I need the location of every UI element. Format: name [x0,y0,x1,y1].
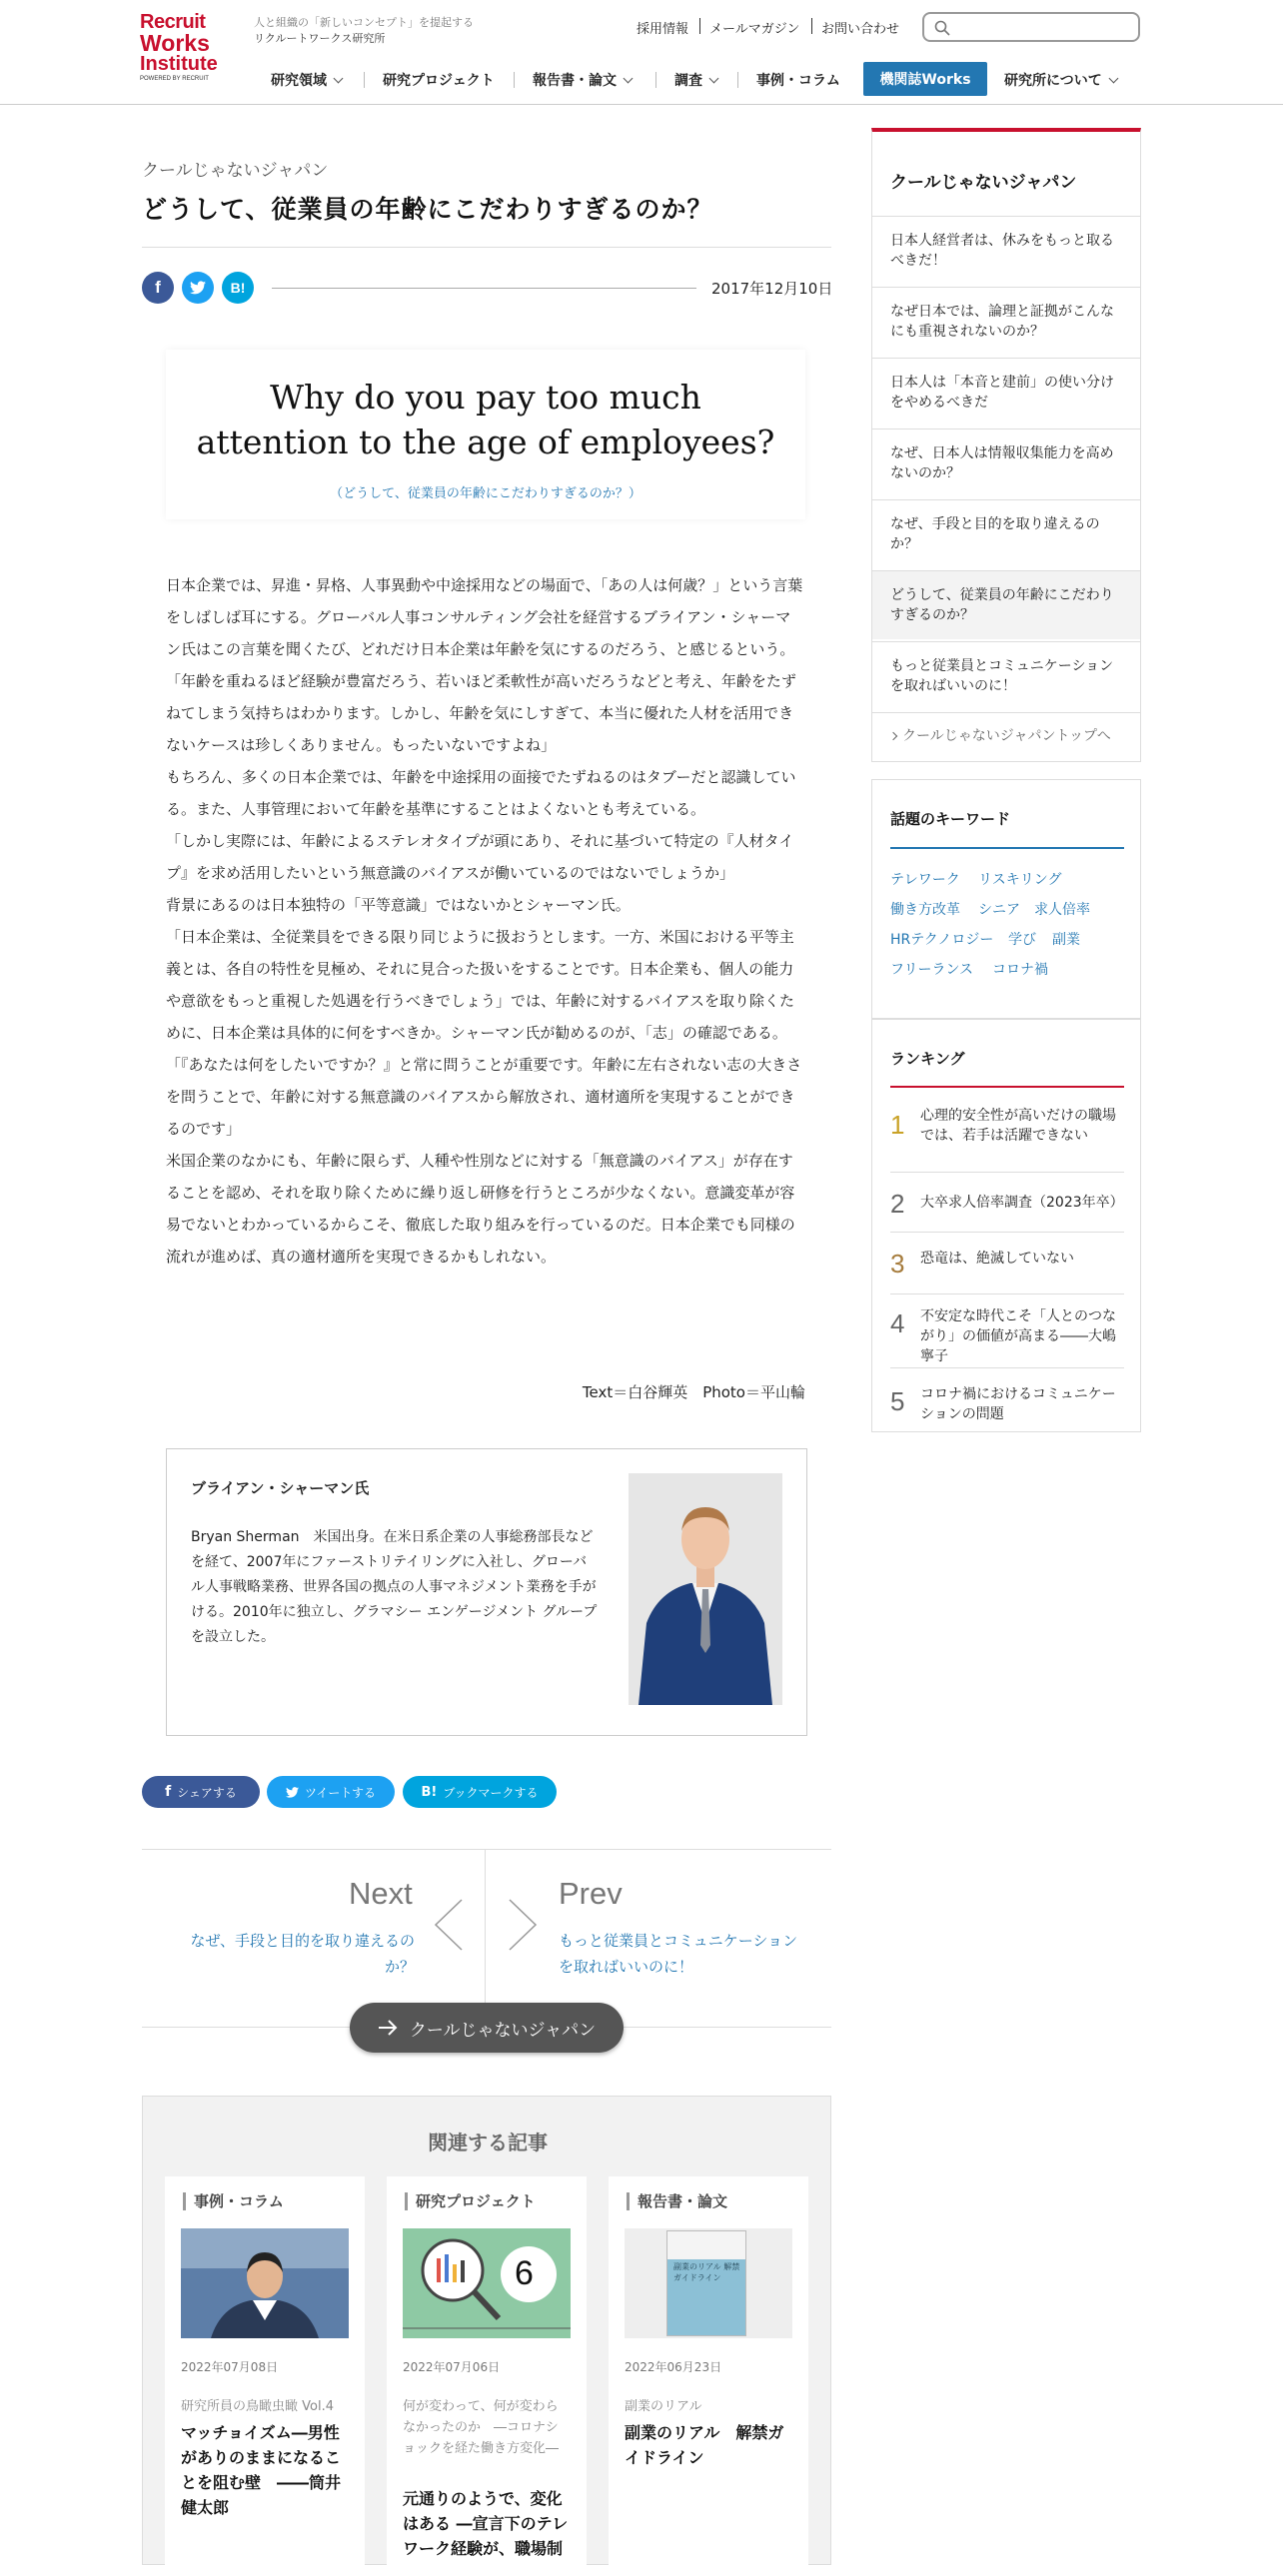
keyword-link[interactable]: コロナ禍 [992,962,1048,978]
card-subtitle: 何が変わって、何が変わらなかったのか ―コロナショックを経た働き方変化― [403,2399,560,2456]
chevron-down-icon [624,73,634,83]
card-image [403,2228,571,2338]
sidebar-series-title: クールじゃないジャパン [890,173,1077,193]
nav-reports[interactable]: 報告書・論文 [533,70,632,90]
keyword-link[interactable]: HRテクノロジー [890,932,994,948]
sidebar-series-item[interactable]: 日本人は「本音と建前」の使い分けをやめるべきだ [872,358,1140,427]
card-category: 報告書・論文 [627,2192,727,2210]
body-paragraph: 日本企業では、昇進・昇格、人事異動や中途採用などの場面で、「あの人は何歳？」という言葉をしばしば耳にする。グローバル人事コンサルティング会社を経営するブライアン・シャーマン氏はこの言葉を聞くたび、どれだけ日本企業は年齢を気にするのだろう、と感じるという。 [166,576,803,658]
card-category: 事例・コラム [183,2192,284,2210]
title-divider [142,247,831,248]
keyword-link[interactable]: 求人倍率 [1034,902,1090,918]
article-credit: Text＝白谷輝英 Photo＝平山輪 [582,1383,805,1401]
facebook-share-icon[interactable]: f [142,272,174,304]
rank-number: 2 [890,1189,905,1219]
nav-about[interactable]: 研究所について [1004,70,1117,90]
profile-name: ブライアン・シャーマン氏 [191,1479,370,1497]
body-paragraph: 背景にあるのは日本独特の「平等意識」ではないかとシャーマン氏。 [166,896,631,914]
ranking-item[interactable] [890,1293,1124,1367]
card-date: 2022年06月23日 [625,2360,722,2374]
card-subtitle: 研究所員の鳥瞰虫瞰 Vol.4 [181,2399,334,2414]
keyword-link[interactable]: リスキリング [978,872,1062,888]
util-link-recruit[interactable]: 採用情報 [637,22,689,37]
body-paragraph: 「しかし実際には、年齢によるステレオタイプが頭にあり、それに基づいて特定の『人材タイプ』を求め活用したいという無意識のバイアスが働いているのではないでしょうか」 [166,832,794,882]
keywords-title: 話題のキーワード [890,810,1011,828]
body-paragraph: 「『あなたは何をしたいですか？』と常に問うことが重要です。年齢に左右されない志の大きさを問うことで、年齢に対する無意識のバイアスから解放され、適材適所を実現することができるのです」 [166,1056,802,1138]
card-date: 2022年07月06日 [403,2360,501,2374]
keyword-link[interactable]: フリーランス [890,962,974,978]
publish-date: 2017年12月10日 [711,280,833,298]
ranking-item[interactable] [890,1172,1124,1232]
keyword-link[interactable]: シニア [978,902,1020,918]
util-link-mailmagazine[interactable]: メールマガジン [709,22,800,37]
nav-works-magazine[interactable]: 機関誌Works [863,62,987,96]
card-title: 元通りのようで、変化はある ―宣言下のテレワーク経験が、職場制 [403,2489,569,2558]
site-tagline: 人と組織の「新しいコンセプト」を提起する [254,16,474,29]
chevron-down-icon [709,73,719,83]
arrow-right-icon [378,2020,398,2036]
twitter-bird-icon [190,281,206,295]
next-label: Next [349,1876,413,1911]
book-cover: 副業のリアル 解禁ガイドライン [666,2230,746,2336]
rank-title: 恐竜は、絶滅していない [920,1251,1074,1267]
sidebar-series-item[interactable]: もっと従業員とコミュニケーションを取ればいいのに！ [872,641,1140,710]
rank-title: コロナ禍におけるコミュニケーションの問題 [920,1386,1116,1422]
nav-research-project[interactable]: 研究プロジェクト [383,73,495,89]
nav-survey[interactable]: 調査 [674,70,717,90]
rank-title: 大卒求人倍率調査（2023年卒） [920,1195,1124,1211]
search-input[interactable] [922,12,1140,42]
rank-number: 5 [890,1386,905,1416]
profile-box [166,1448,807,1736]
date-divider [272,288,696,289]
site-logo[interactable]: Recruit Works Institute POWERED BY RECRUIT [140,11,218,82]
profile-text: Bryan Sherman 米国出身。在米日系企業の人事総務部長などを経て、2007年にファーストリテイリングに入社し、グローバル人事戦略業務、世界各国の拠点の人事マネジメント業務を手がける。2010年に独立し、グラマシー エンゲージメント グループを設立した。 [191,1529,598,1645]
rank-number: 1 [890,1110,905,1140]
article-title: どうして、従業員の年齢にこだわりすぎるのか？ [142,195,713,224]
twitter-icon [286,1787,299,1798]
card-image [181,2228,349,2338]
related-card[interactable] [387,2176,587,2576]
ranking-item[interactable] [890,1367,1124,1431]
card-title: マッチョイズム―男性がありのままになることを阻む壁 ――筒井健太郎 [181,2423,342,2517]
card-subtitle: 副業のリアル [625,2399,702,2414]
facebook-share-button[interactable]: f シェアする [142,1776,260,1808]
related-card[interactable] [609,2176,808,2576]
sidebar-series [871,128,1141,762]
card-image-number: 6 [515,2254,534,2292]
series-back-button[interactable]: クールじゃないジャパン [350,2003,624,2053]
article-category: クールじゃないジャパン [142,161,329,181]
twitter-share-button[interactable]: ツイートする [267,1776,395,1808]
prev-article-link[interactable]: もっと従業員とコミュニケーションを取ればいいのに！ [559,1932,798,1976]
related-articles [142,2096,831,2565]
pager-divider [485,1850,486,2026]
org-name: リクルートワークス研究所 [254,32,386,45]
chevron-right-icon [889,732,897,740]
person-photo-icon [181,2228,349,2338]
article-body [166,569,805,1273]
related-card[interactable] [165,2176,365,2576]
next-article-link[interactable]: なぜ、手段と目的を取り違えるのか？ [190,1932,415,1976]
chevron-down-icon [334,73,344,83]
sidebar-series-item[interactable]: なぜ日本では、論理と証拠がこんなにも重視されないのか？ [872,287,1140,356]
pager-divider [142,1849,831,1850]
sidebar-series-item[interactable]: なぜ、手段と目的を取り違えるのか？ [872,499,1140,568]
util-link-contact[interactable]: お問い合わせ [821,22,900,37]
english-title-translation: （どうして、従業員の年齢にこだわりすぎるのか？） [330,486,642,501]
util-divider [699,18,700,34]
nav-divider [655,72,656,88]
twitter-share-icon[interactable] [182,272,214,304]
card-title: 副業のリアル 解禁ガイドライン [625,2423,784,2467]
facebook-icon: f [165,1784,172,1800]
card-category: 研究プロジェクト [405,2192,536,2210]
body-paragraph: もちろん、多くの日本企業では、年齢を中途採用の面接でたずねるのはタブーだと認識している。また、人事管理において年齢を基準にすることはよくないとも考えている。 [166,768,796,818]
util-divider [811,18,812,34]
hatena-share-button[interactable]: B! ブックマークする [403,1776,557,1808]
search-icon [934,20,950,36]
body-paragraph: 「日本企業は、全従業員をできる限り同じように扱おうとします。一方、米国における平等主義とは、各自の特性を見極め、それに見合った扱いをすることです。日本企業も、個人の能力や意欲をもっと重視した処遇を行うべきでしょう」では、年齢に対するバイアスを取り除くために、日本企業は具体的に何をすべきか。シャーマン氏が勧めるのが、「志」の確認である。 [166,928,794,1042]
sidebar-ranking [871,1019,1141,1432]
body-paragraph: 「年齢を重ねるほど経験が豊富だろう、若いほど柔軟性が高いだろうなどと考え、年齢をたずねてしまう気持ちはわかります。しかし、年齢を気にしすぎて、本当に優れた人材を活用できないケースは珍しくありません。もったいないですよね」 [166,672,796,754]
related-title: 関連する記事 [428,2131,548,2154]
nav-research-area[interactable]: 研究領域 [271,70,342,90]
sidebar-series-top-link[interactable]: クールじゃないジャパントップへ [872,712,1140,757]
ranking-item[interactable] [890,1088,1124,1172]
sidebar-series-item[interactable]: なぜ、日本人は情報収集能力を高めないのか？ [872,429,1140,497]
chevron-right-icon[interactable] [506,1898,540,1952]
keywords-underline [890,847,1124,849]
ranking-item[interactable] [890,1232,1124,1293]
rank-number: 4 [890,1308,905,1338]
hatena-icon: B! [421,1784,438,1800]
body-paragraph: 米国企業のなかにも、年齢に限らず、人種や性別などに対する「無意識のバイアス」が存在することを認め、それを取り除くために繰り返し研修を行うところが少なくない。意識変革が容易でないとわかっているからこそ、徹底した取り組みを行っているのだ。日本企業でも同様の流れが進めば、真の適材適所を実現できるかもしれない。 [166,1152,795,1266]
card-image [625,2228,792,2338]
site-header [0,0,1283,105]
prev-label: Prev [559,1876,623,1911]
card-date: 2022年07月08日 [181,2360,279,2374]
hatena-bookmark-icon[interactable]: B! [222,272,254,304]
profile-photo [629,1473,782,1705]
rank-title: 不安定な時代こそ「人とのつながり」の価値が高まる――大嶋寧子 [920,1308,1116,1364]
nav-divider [364,72,365,88]
keyword-link[interactable]: テレワーク [890,872,960,888]
sidebar-series-item[interactable]: 日本人経営者は、休みをもっと取るべきだ！ [872,216,1140,285]
rank-number: 3 [890,1249,905,1279]
keyword-link[interactable]: 学び [1008,932,1036,948]
sidebar-keywords [871,779,1141,1019]
ranking-title: ランキング [890,1050,965,1068]
keyword-link[interactable]: 働き方改革 [890,902,960,918]
sidebar-series-item-current[interactable]: どうして、従業員の年齢にこだわりすぎるのか？ [872,570,1140,639]
person-portrait-icon [629,1473,782,1705]
chevron-left-icon[interactable] [432,1898,466,1952]
chevron-down-icon [1108,73,1118,83]
nav-case-column[interactable]: 事例・コラム [756,73,840,89]
rank-title: 心理的安全性が高いだけの職場では、若手は活躍できない [920,1108,1116,1144]
english-title: Why do you pay too much attention to the age of employees? [196,378,775,461]
keyword-link[interactable]: 副業 [1052,932,1080,948]
nav-divider [514,72,515,88]
magnifier-illustration-icon [403,2228,571,2338]
nav-divider [737,72,738,88]
